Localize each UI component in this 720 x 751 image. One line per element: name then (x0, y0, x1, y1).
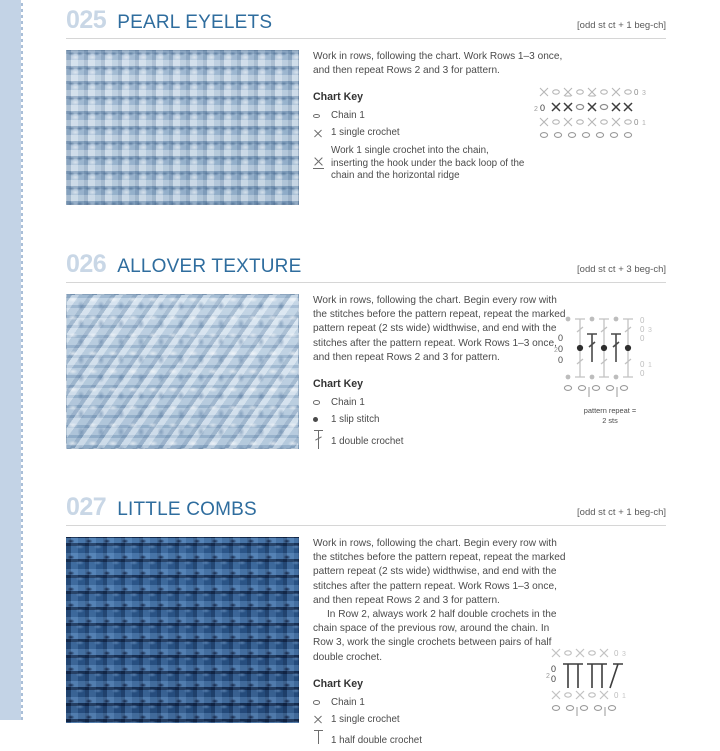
pattern-section-026 (66, 205, 666, 453)
section-note-026: [odd st ct + 3 beg-ch] (577, 264, 666, 275)
chart-key-label: 1 single crochet (331, 713, 400, 725)
section-title-027: LITTLE COMBS (117, 499, 257, 521)
crochet-chart-025 (534, 84, 662, 142)
single-crochet-icon (313, 126, 331, 139)
section-body-027 (66, 537, 666, 751)
page-gutter (23, 0, 65, 720)
svg-text:1: 1 (642, 120, 646, 127)
chain-stitch-icon (313, 396, 331, 409)
chart-key-row (313, 730, 666, 747)
chart-caption-line-1: pattern repeat = (583, 406, 637, 415)
double-crochet-icon (313, 430, 331, 449)
instruction-paragraph: Work in rows, following the chart. Begin every row with the stitches before the pattern repeat, repeat the marked pattern repeat (2 sts wide) widthwise, and end with the stitches after the pattern repeat. Work Rows 1–3 once, and then repeat Rows 2 and 3 for pattern. (313, 538, 566, 606)
svg-text:0: 0 (558, 344, 564, 354)
svg-text:0: 0 (551, 664, 557, 675)
text-column-026 (299, 294, 666, 453)
svg-text:0: 0 (640, 334, 645, 343)
svg-text:0: 0 (640, 325, 645, 334)
instruction-paragraph: Work in rows, following the chart. Work Rows 1–3 once, and then repeat Rows 2 and 3 for pattern. (313, 51, 563, 77)
svg-text:0: 0 (640, 360, 645, 369)
chart-key-label: Chain 1 (331, 110, 365, 122)
single-crochet-icon (313, 713, 331, 726)
svg-text:0: 0 (614, 691, 619, 701)
pearl-eyelets-swatch (66, 50, 299, 205)
section-divider-027 (66, 525, 666, 526)
svg-text:0: 0 (558, 355, 564, 365)
section-note-025: [odd st ct + 1 beg-ch] (577, 20, 666, 31)
chart-key-title-026: Chart Key (313, 378, 364, 391)
section-number-025: 025 (66, 6, 107, 34)
chart-key-label: 1 slip stitch (331, 414, 380, 426)
chart-key-label: 1 double crochet (331, 436, 404, 448)
pattern-section-027 (66, 453, 666, 751)
svg-text:0: 0 (634, 118, 639, 127)
crochet-chart-026 (554, 313, 666, 425)
single-crochet-back-loop-ridge-icon (313, 145, 331, 182)
section-header-026 (66, 252, 666, 282)
svg-text:0: 0 (640, 316, 645, 325)
section-title-025: PEARL EYELETS (117, 12, 273, 33)
instruction-paragraph: Work in rows, following the chart. Begin every row with the stitches before the pattern repeat, repeat the marked pattern repeat (2 sts wide) widthwise, and end with the stitches after the pattern repeat. Work Rows 1–3 once, and then repeat Rows 2 and 3 for pattern. (313, 295, 566, 363)
page-edge-strip (0, 0, 22, 720)
svg-text:2: 2 (554, 347, 558, 354)
text-column-025 (299, 50, 666, 205)
section-divider-025 (66, 38, 666, 39)
svg-text:2: 2 (534, 106, 538, 113)
svg-text:3: 3 (622, 651, 626, 659)
content-column (66, 0, 666, 751)
text-column-027 (299, 537, 666, 751)
section-body-025 (66, 50, 666, 205)
chain-stitch-icon (313, 109, 331, 122)
half-double-crochet-icon (313, 730, 331, 744)
section-body-026 (66, 294, 666, 453)
svg-text:0: 0 (634, 88, 639, 97)
section-divider-026 (66, 282, 666, 283)
crochet-chart-027 (546, 646, 658, 718)
svg-text:1: 1 (648, 362, 652, 369)
chart-key-label: 1 single crochet (331, 127, 400, 139)
section-number-026: 026 (66, 250, 107, 278)
chart-key-title-027: Chart Key (313, 677, 364, 690)
section-header-025 (66, 8, 666, 38)
svg-text:0: 0 (551, 674, 557, 685)
instruction-paragraph: In Row 2, always work 2 half double crochets in the chain space of the previous row, around the chain. In Row 3, work the single crochets between pairs of half double crochet. (313, 609, 557, 663)
chart-caption-line-2: 2 sts (602, 416, 618, 425)
chart-key-row (313, 145, 666, 182)
svg-text:3: 3 (642, 90, 646, 97)
section-note-027: [odd st ct + 1 beg-ch] (577, 507, 666, 519)
section-title-026: ALLOVER TEXTURE (117, 256, 302, 277)
chart-key-label: Chain 1 (331, 696, 365, 708)
section-header-027 (66, 495, 666, 525)
chart-key-label: Chain 1 (331, 397, 365, 409)
svg-text:0: 0 (558, 333, 564, 343)
svg-text:0: 0 (640, 369, 645, 378)
section-number-027: 027 (66, 493, 107, 522)
chart-key-label: Work 1 single crochet into the chain, inserting the hook under the back loop of the chain and the horizontal ridge (331, 145, 525, 182)
pattern-section-025 (66, 0, 666, 205)
svg-text:0: 0 (540, 103, 546, 113)
chart-key-title-025: Chart Key (313, 91, 364, 104)
svg-text:0: 0 (614, 649, 619, 659)
svg-text:3: 3 (648, 327, 652, 334)
chain-stitch-icon (313, 696, 331, 709)
svg-text:2: 2 (546, 673, 550, 681)
chart-key-row (313, 430, 666, 449)
slip-stitch-icon (313, 413, 331, 426)
chart-key-label: 1 half double crochet (331, 734, 422, 746)
allover-texture-swatch (66, 294, 299, 449)
little-combs-swatch (66, 537, 299, 723)
svg-text:1: 1 (622, 693, 626, 701)
